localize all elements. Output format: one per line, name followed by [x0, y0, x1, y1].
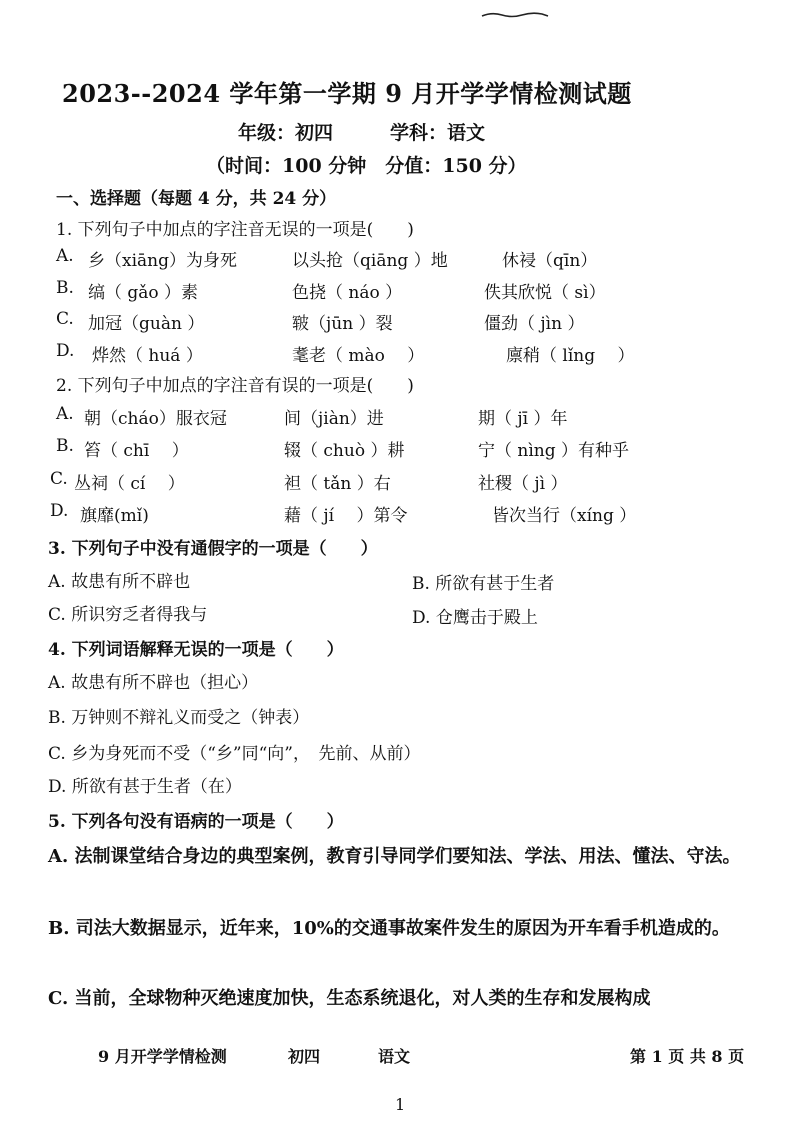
q5-stem: 5. 下列各句没有语病的一项是（ ）	[48, 812, 344, 832]
q2-a-1: 朝（cháo）服衣冠	[84, 409, 227, 429]
q2-b-label: B.	[56, 436, 74, 456]
q2-a-label: A.	[56, 404, 74, 424]
q3-option-b: B. 所欲有甚于生者	[412, 574, 555, 594]
q3-stem: 3. 下列句子中没有通假字的一项是（ ）	[48, 539, 378, 559]
q5-option-a: A. 法制课堂结合身边的典型案例，教育引导同学们要知法、学法、用法、懂法、守法。	[48, 846, 741, 867]
q1-a-label: A.	[56, 246, 74, 266]
q3-option-c: C. 所识穷乏者得我与	[48, 605, 208, 625]
q1-c-1: 加冠（guàn ）	[88, 314, 205, 334]
q2-b-2: 辍（ chuò ）耕	[284, 441, 405, 461]
q5-option-c: C. 当前，全球物种灭绝速度加快，生态系统退化，对人类的生存和发展构成	[48, 988, 651, 1009]
q1-d-1: 烨然（ huá ）	[92, 346, 203, 366]
q1-b-1: 缟（ gǎo ）素	[88, 283, 199, 303]
q1-c-2: 皲（jūn ）裂	[292, 314, 393, 334]
q1-c-label: C.	[56, 309, 74, 329]
q1-a-1: 乡（xiāng）为身死	[88, 251, 237, 271]
q1-d-label: D.	[56, 341, 75, 361]
q1-b-label: B.	[56, 278, 74, 298]
footer-exam-name: 9 月开学学情检测	[98, 1047, 227, 1066]
q2-d-label: D.	[50, 501, 69, 521]
q1-c-3: 僵劲（ jìn ）	[484, 314, 585, 334]
q2-a-3: 期（ jī ）年	[478, 409, 568, 429]
q4-option-c: C. 乡为身死而不受（“乡”同“向”， 先前、从前）	[48, 744, 421, 764]
footer-page-info: 第 1 页 共 8 页	[630, 1047, 745, 1066]
handwritten-mark	[480, 10, 550, 20]
q2-d-3: 皆次当行（xíng ）	[492, 506, 637, 526]
q2-a-2: 间（jiàn）进	[284, 409, 384, 429]
q2-b-1: 笞（ chī ）	[84, 441, 189, 461]
grade-subject: 年级：初四 学科：语文	[238, 122, 486, 144]
q3-option-d: D. 仓鹰击于殿上	[412, 608, 538, 628]
q4-option-b: B. 万钟则不辩礼义而受之（钟表）	[48, 708, 310, 728]
q2-c-3: 社稷（ jì ）	[478, 474, 568, 494]
q1-stem: 1. 下列句子中加点的字注音无误的一项是( )	[56, 220, 414, 240]
q2-d-1: 旗靡(mǐ)	[80, 506, 149, 526]
footer-grade: 初四	[288, 1047, 321, 1066]
q1-d-2: 耄老（ mào ）	[292, 346, 425, 366]
footer-subject: 语文	[378, 1047, 411, 1066]
q5-option-b: B. 司法大数据显示，近年来，10%的交通事故案件发生的原因为开车看手机造成的。	[48, 918, 730, 939]
q2-d-2: 藉（ jí ）第令	[284, 506, 408, 526]
q1-a-2: 以头抢（qiāng ）地	[292, 251, 448, 271]
q2-c-2: 袒（ tǎn ）右	[284, 474, 391, 494]
exam-title: 2023--2024 学年第一学期 9 月开学学情检测试题	[62, 79, 632, 108]
q2-b-3: 宁（ nìng ）有种乎	[478, 441, 630, 461]
time-score: （时间：100 分钟 分值：150 分）	[206, 155, 527, 177]
q4-stem: 4. 下列词语解释无误的一项是（ ）	[48, 640, 344, 660]
page-number: 1	[395, 1095, 406, 1114]
section-heading: 一、选择题（每题 4 分，共 24 分）	[56, 189, 337, 209]
q3-option-a: A. 故患有所不辟也	[48, 572, 191, 592]
q4-option-a: A. 故患有所不辟也（担心）	[48, 673, 259, 693]
q2-c-label: C.	[50, 469, 68, 489]
q2-stem: 2. 下列句子中加点的字注音有误的一项是( )	[56, 376, 414, 396]
q1-a-3: 休祲（qīn）	[502, 251, 598, 271]
q1-b-2: 色挠（ náo ）	[292, 283, 403, 303]
q1-d-3: 廪稍（ lǐng ）	[506, 346, 635, 366]
q1-b-3: 佚其欣悦（ sì）	[484, 283, 606, 303]
q4-option-d: D. 所欲有甚于生者（在）	[48, 777, 242, 797]
q2-c-1: 丛祠（ cí ）	[74, 474, 185, 494]
